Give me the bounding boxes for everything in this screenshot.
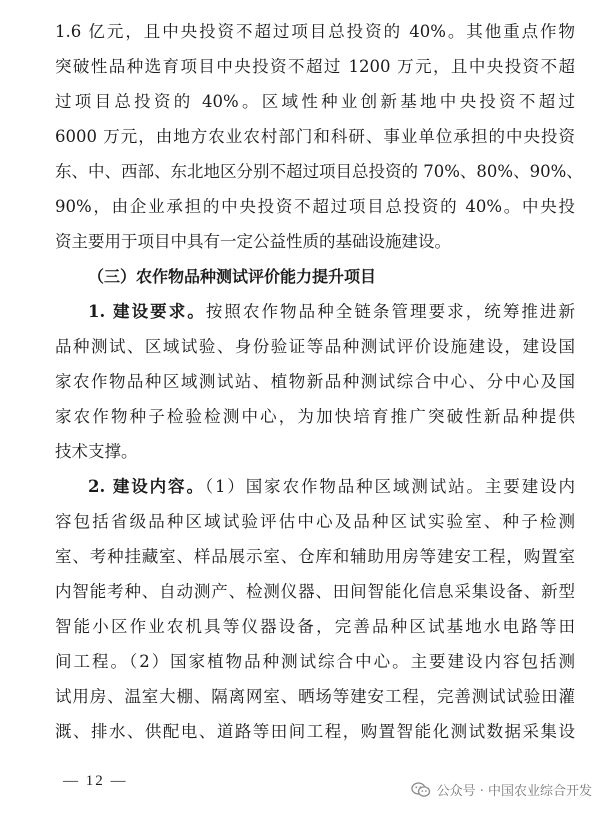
text-line-11: 家农作物品种区域测试站、植物新品种测试综合中心、分中心及国 <box>55 372 575 391</box>
watermark <box>411 780 592 799</box>
text-line-20: 试用房、温室大棚、隔离网室、晒场等建安工程，完善测试试验田灌 <box>55 687 575 706</box>
text-line-17: 内智能考种、自动测产、检测仪器、田间智能化信息采集设备、新型 <box>55 582 575 601</box>
wechat-icon <box>411 782 431 798</box>
text-line-13: 技术支撑。 <box>55 442 138 461</box>
text-line-16: 室、考种挂藏室、样品展示室、仓库和辅助用房等建安工程，购置室 <box>55 547 575 566</box>
text-line-21: 溉、排水、供配电、道路等田间工程，购置智能化测试数据采集设 <box>55 722 575 741</box>
text-line-2: 突破性品种选育项目中央投资不超过 1200 万元，且中央投资不超 <box>55 57 575 76</box>
paragraph-construction-requirements <box>55 294 575 329</box>
paragraph-construction-content <box>55 469 575 504</box>
text-line-19: 间工程。（2）国家植物品种测试综合中心。主要建设内容包括测 <box>55 652 575 671</box>
document-body <box>55 14 583 749</box>
paragraph-text: 按照农作物品种全链条管理要求，统筹推进新 <box>205 302 575 321</box>
text-line-6: 90%，由企业承担的中央投资不超过项目总投资的 40%。中央投 <box>55 197 575 216</box>
paragraph-label-requirements: 1. 建设要求。 <box>88 302 206 321</box>
paragraph-text: （1）国家农作物品种区域测试站。主要建设内 <box>204 477 575 496</box>
text-line-10: 品种测试、区域试验、身份验证等品种测试评价设施建设，建设国 <box>55 337 575 356</box>
text-line-4: 6000 万元，由地方农业农村部门和科研、事业单位承担的中央投资 <box>55 127 575 146</box>
text-line-5: 东、中、西部、东北地区分别不超过项目总投资的 70%、80%、90%、 <box>55 162 583 181</box>
page-number: — 12 — <box>63 773 128 789</box>
text-line-18: 智能小区作业农机具等仪器设备，完善品种区试基地水电路等田 <box>55 617 575 636</box>
text-line-15: 容包括省级品种区域试验评估中心及品种区试实验室、种子检测 <box>55 512 575 531</box>
text-line-7: 资主要用于项目中具有一定公益性质的基础设施建设。 <box>55 232 451 251</box>
text-line-1: 1.6 亿元，且中央投资不超过项目总投资的 40%。其他重点作物 <box>55 22 575 41</box>
section-heading: （三）农作物品种测试评价能力提升项目 <box>88 267 377 286</box>
text-line-12: 家农作物种子检验检测中心，为加快培育推广突破性新品种提供 <box>55 407 575 426</box>
watermark-text: 公众号 · 中国农业综合开发 <box>436 784 592 799</box>
text-line-3: 过项目总投资的 40%。区域性种业创新基地中央投资不超过 <box>55 92 575 111</box>
paragraph-label-content: 2. 建设内容。 <box>88 477 205 496</box>
